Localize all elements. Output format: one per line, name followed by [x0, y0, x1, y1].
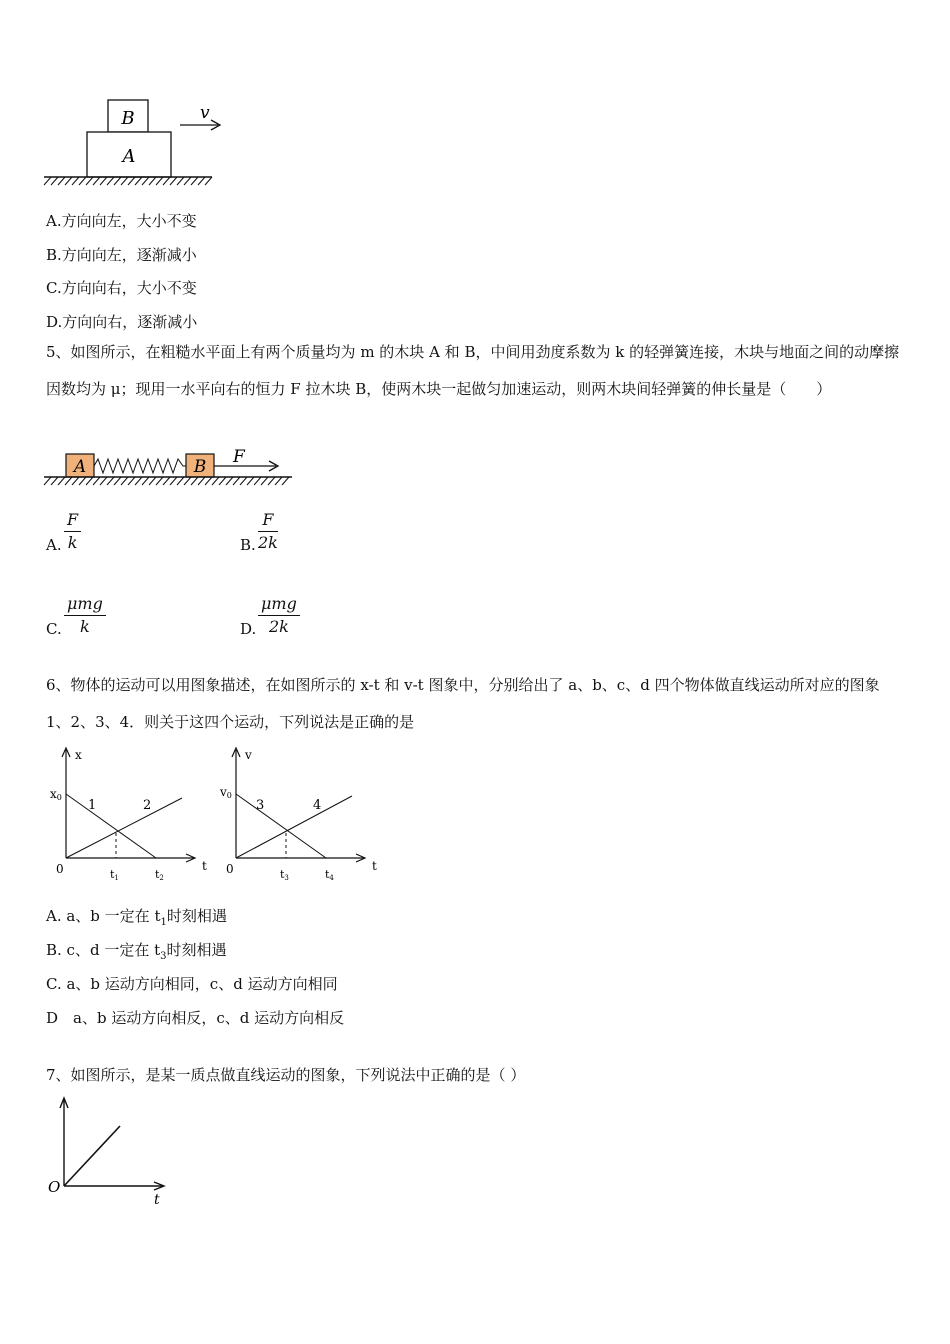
hatch-stroke — [156, 177, 163, 185]
hatch-stroke — [79, 477, 86, 485]
q5-option-c-fraction — [64, 593, 106, 638]
ground-hatch — [44, 177, 212, 185]
hatch-stroke — [93, 177, 100, 185]
hatch-stroke — [177, 177, 184, 185]
vt-x-axis-label: t — [372, 859, 377, 873]
hatch-stroke — [184, 177, 191, 185]
hatch-stroke — [86, 177, 93, 185]
hatch-stroke — [142, 177, 149, 185]
vt-t3-label: t3 — [280, 868, 289, 882]
hatch-stroke — [198, 177, 205, 185]
hatch-stroke — [121, 177, 128, 185]
fraction-numerator: μmg — [64, 593, 106, 616]
q6-question-text: 6、物体的运动可以用图象描述，在如图所示的 x-t 和 v-t 图象中，分别给出了 a、b、c、d 四个物体做直线运动所对应的图象 1、2、3、4．则关于这四个运动，下列说法是正确的是 — [46, 676, 880, 731]
xt-t2-label: t2 — [155, 868, 164, 882]
fraction-numerator: F — [258, 509, 278, 532]
fraction-denominator: 2k — [258, 533, 278, 552]
hatch-stroke — [121, 477, 128, 485]
vt-line-3-label: 3 — [256, 798, 265, 813]
graph-q7 — [44, 1094, 174, 1209]
hatch-stroke — [261, 477, 268, 485]
hatch-stroke — [65, 477, 72, 485]
hatch-stroke — [247, 477, 254, 485]
spring-block-b-label: B — [193, 457, 207, 477]
vt-line-4 — [236, 796, 352, 858]
xt-origin-label: 0 — [56, 862, 64, 876]
q5-option-d-fraction — [258, 593, 300, 638]
hatch-stroke — [163, 477, 170, 485]
q6-option-b: B. c、d 一定在 $t_3$时刻相遇 — [46, 941, 227, 962]
xt-y-axis-label: x — [75, 748, 82, 762]
fraction-numerator: μmg — [258, 593, 300, 616]
hatch-stroke — [170, 477, 177, 485]
fraction-denominator: k — [80, 617, 90, 636]
q5-option-b-fraction — [258, 509, 278, 554]
xt-x0-label: x0 — [50, 787, 62, 802]
hatch-stroke — [51, 177, 58, 185]
hatch-stroke — [128, 177, 135, 185]
hatch-stroke — [44, 177, 51, 185]
hatch-stroke — [268, 477, 275, 485]
hatch-stroke — [100, 177, 107, 185]
hatch-stroke — [149, 177, 156, 185]
velocity-label: v — [200, 103, 210, 123]
hatch-stroke — [65, 177, 72, 185]
hatch-stroke — [107, 177, 114, 185]
q5-option-a-fraction — [64, 509, 81, 554]
fraction-denominator: 2k — [268, 617, 289, 636]
force-label: F — [233, 447, 245, 467]
fraction-numerator: F — [64, 509, 81, 532]
block-a-label: A — [122, 146, 136, 167]
hatch-stroke — [58, 477, 65, 485]
figure-spring-blocks — [40, 444, 300, 494]
xt-line-1-label: 1 — [88, 798, 97, 813]
hatch-stroke — [135, 177, 142, 185]
hatch-stroke — [275, 477, 282, 485]
hatch-stroke — [205, 177, 212, 185]
xt-line-2 — [66, 798, 182, 858]
hatch-stroke — [135, 477, 142, 485]
vt-y-axis-label: v — [245, 748, 252, 762]
q6-option-d: D a、b 运动方向相反，c、d 运动方向相反 — [46, 1009, 345, 1027]
q6-option-a: A. a、b 一定在 $t_1$时刻相遇 — [46, 907, 227, 928]
graph-xt — [46, 742, 216, 884]
hatch-stroke — [44, 477, 51, 485]
hatch-stroke — [93, 477, 100, 485]
q7-question-text: 7、如图所示，是某一质点做直线运动的图象，下列说法中正确的是（ ） — [46, 1066, 526, 1084]
graph-vt — [216, 742, 386, 884]
vt-origin-label: 0 — [226, 862, 234, 876]
xt-t1-label: t1 — [110, 868, 119, 882]
hatch-stroke — [163, 177, 170, 185]
hatch-stroke — [233, 477, 240, 485]
q6-option-c: C. a、b 运动方向相同，c、d 运动方向相同 — [46, 975, 338, 993]
hatch-stroke — [86, 477, 93, 485]
hatch-stroke — [177, 477, 184, 485]
fraction-denominator: k — [67, 533, 78, 552]
hatch-stroke — [191, 177, 198, 185]
q4-option-a: A.方向向左，大小不变 — [46, 212, 197, 230]
spring — [94, 459, 186, 473]
hatch-stroke — [212, 477, 219, 485]
q4-option-c: C.方向向右，大小不变 — [46, 279, 197, 297]
q7-origin-label: O — [48, 1178, 61, 1196]
q5-option-b-label: B. — [240, 536, 256, 554]
q5-option-a-label: A. — [46, 536, 62, 554]
hatch-stroke — [107, 477, 114, 485]
hatch-stroke — [282, 477, 289, 485]
hatch-stroke — [156, 477, 163, 485]
q5-question-text: 5、如图所示，在粗糙水平面上有两个质量均为 m 的木块 A 和 B，中间用劲度系数为 k 的轻弹簧连接，木块与地面之间的动摩擦因数均为 μ；现用一水平向右的恒力 F 拉木块 B，使两木块一起做匀加速运动，则两木块间轻弹簧的伸长量是（ ） — [46, 343, 900, 398]
hatch-stroke — [142, 477, 149, 485]
hatch-stroke — [254, 477, 261, 485]
q7-x-axis-label: t — [154, 1192, 160, 1208]
q5-option-c-label: C. — [46, 620, 62, 638]
q4-option-b: B.方向向左，逐渐减小 — [46, 246, 197, 264]
hatch-stroke — [100, 477, 107, 485]
hatch-stroke — [72, 177, 79, 185]
hatch-stroke — [128, 477, 135, 485]
hatch-stroke — [72, 477, 79, 485]
xt-line-2-label: 2 — [143, 798, 152, 813]
q7-graph-line — [64, 1126, 120, 1186]
vt-t4-label: t4 — [325, 868, 334, 882]
vt-line-4-label: 4 — [313, 798, 322, 813]
hatch-stroke — [198, 477, 205, 485]
hatch-stroke — [191, 477, 198, 485]
hatch-stroke — [79, 177, 86, 185]
q4-option-d: D.方向向右，逐渐减小 — [46, 313, 198, 331]
block-b-label: B — [121, 108, 135, 129]
hatch-stroke — [226, 477, 233, 485]
q5-option-d-label: D. — [240, 620, 257, 638]
hatch-stroke — [219, 477, 226, 485]
hatch-stroke — [58, 177, 65, 185]
hatch-stroke — [240, 477, 247, 485]
hatch-stroke — [114, 177, 121, 185]
vt-v0-label: v0 — [220, 785, 232, 800]
hatch-stroke — [114, 477, 121, 485]
hatch-stroke — [205, 477, 212, 485]
spring-block-a-label: A — [73, 457, 87, 477]
hatch-stroke — [51, 477, 58, 485]
figure-blocks-ab — [40, 92, 230, 192]
hatch-stroke — [184, 477, 191, 485]
xt-x-axis-label: t — [202, 859, 207, 873]
hatch-stroke — [170, 177, 177, 185]
hatch-stroke — [149, 477, 156, 485]
